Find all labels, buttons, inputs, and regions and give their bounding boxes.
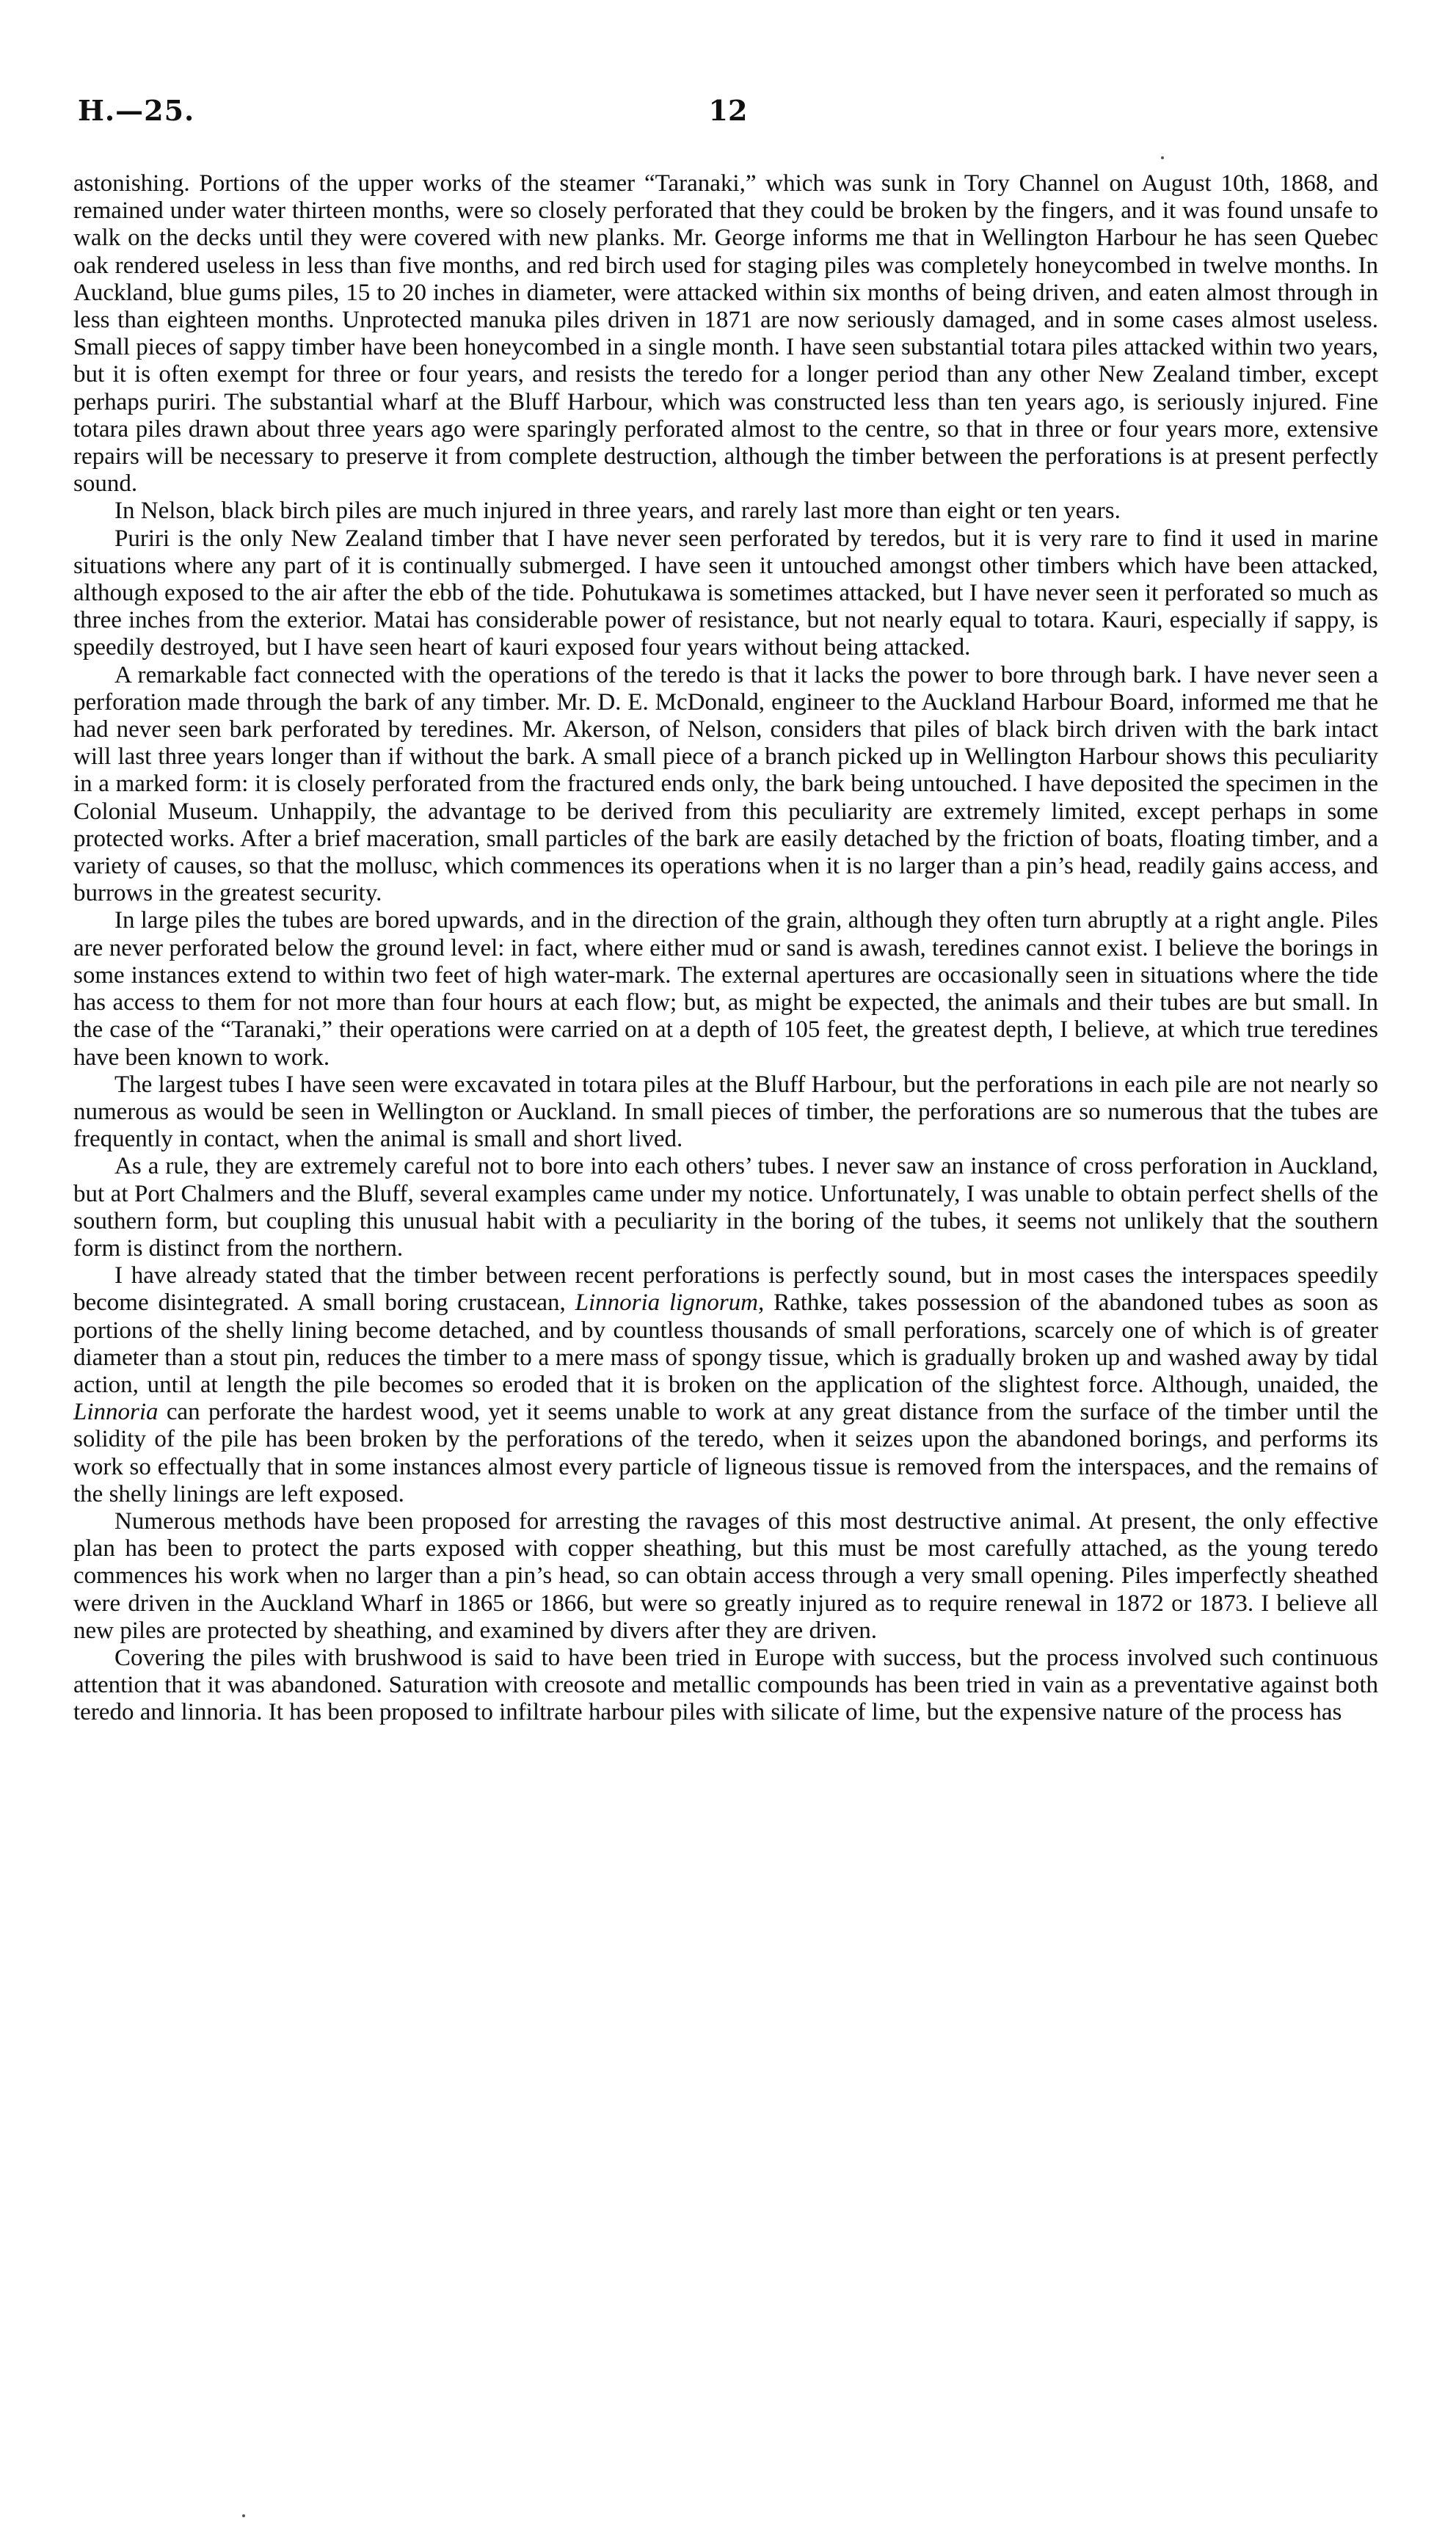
paragraph (73, 1508, 1378, 1645)
paragraph (73, 170, 1378, 498)
paragraph-text: In large piles the tubes are bored upwards, and in the direction of the grain, although they often turn abruptly at a right angle. Piles are never perforated below the ground level: in fact, where either mud or sand is awash, teredines cannot exist. I believe the borings in some instances extend to within two feet of high water-mark. The external apertures are occasionally seen in situations where the tide has access to them for not more than four hours at each flow; but, as might be expected, the animals and their tubes are but small. In the case of the “Taranaki,” their operations were carried on at a depth of 105 feet, the greatest depth, I believe, at which true teredines have been known to work. (73, 907, 1378, 1071)
paragraph-text: As a rule, they are extremely careful not to bore into each others’ tubes. I never saw an instance of cross perforation in Auckland, but at Port Chalmers and the Bluff, several examples came under my notice. Unfortunately, I was unable to obtain perfect shells of the southern form, but coupling this unusual habit with a peculiarity in the boring of the tubes, it seems not unlikely that the southern form is distinct from the northern. (73, 1153, 1378, 1262)
paragraph (73, 1071, 1378, 1154)
running-header (0, 94, 1456, 131)
body-text (73, 170, 1378, 1727)
print-speck (1161, 156, 1164, 159)
document-reference: H.—25. (78, 94, 195, 127)
paragraph-text: astonishing. Portions of the upper works of the steamer “Taranaki,” which was sunk in Tory Channel on August 10th, 1868, and remained under water thirteen months, were so closely perforated that they could be broken by the fingers, and it was found unsafe to walk on the decks until they were covered with new planks. Mr. George informs me that in Wellington Harbour he has seen Quebec oak rendered useless in less than five months, and red birch used for staging piles was completely honeycombed in twelve months. In Auckland, blue gums piles, 15 to 20 inches in diameter, were attacked within six months of being driven, and eaten almost through in less than eighteen months. Unprotected manuka piles driven in 1871 are now seriously damaged, and in some cases almost useless. Small pieces of sappy timber have been honeycombed in a single month. I have seen substantial totara piles attacked within two years, but it is often exempt for three or four years, and resists the teredo for a longer period than any other New Zealand timber, except perhaps puriri. The substantial wharf at the Bluff Harbour, which was constructed less than ten years ago, is seriously injured. Fine totara piles drawn about three years ago were sparingly perforated almost to the centre, so that in three or four years more, extensive repairs will be necessary to preserve it from complete destruction, although the timber between the perforations is at present perfectly sound. (73, 170, 1378, 498)
paragraph-text: Puriri is the only New Zealand timber that I have never seen perforated by teredos, but it is very rare to find it used in marine situations where any part of it is continually submerged. I have seen it untouched amongst other timbers which have been attacked, although exposed to the air after the ebb of the tide. Pohutukawa is sometimes attacked, but I have never seen it perforated so much as three inches from the exterior. Matai has considerable power of resistance, but not nearly equal to totara. Kauri, especially if sappy, is speedily destroyed, but I have seen heart of kauri exposed four years without being attacked. (73, 525, 1378, 661)
paragraph-text: The largest tubes I have seen were excavated in totara piles at the Bluff Harbour, but the perforations in each pile are not nearly so numerous as would be seen in Wellington or Auckland. In small pieces of timber, the perforations are so numerous that the tubes are frequently in contact, when the animal is small and short lived. (73, 1071, 1378, 1153)
paragraph-text: Rathke, takes possession of the abandoned tubes as soon as portions of the shelly lining become detached, and by countless thousands of small perforations, scarcely one of which is of greater diameter than a stout pin, reduces the timber to a mere mass of spongy tissue, which is gradually broken up and washed away by tidal action, until at length the pile becomes so eroded that it is broken on the application of the slightest force. Although, unaided, the (73, 1289, 1378, 1398)
paragraph (73, 1645, 1378, 1727)
genus-name-italic: Linnoria (73, 1399, 159, 1426)
paragraph (73, 662, 1378, 908)
paragraph (73, 1153, 1378, 1262)
paragraph-text: Covering the piles with brushwood is said to have been tried in Europe with success, but the process involved such continuous attention that it was abandoned. Saturation with creosote and metallic compounds has been tried in vain as a preventative against both teredo and linnoria. It has been proposed to infiltrate harbour piles with silicate of lime, but the expensive nature of the process has (73, 1644, 1378, 1726)
paragraph (73, 907, 1378, 1071)
species-name-italic: Linnoria lignorum, (575, 1289, 765, 1317)
paragraph-text: Numerous methods have been proposed for arresting the ravages of this most destructive animal. At present, the only effective plan has been to protect the parts exposed with copper sheathing, but this must be most carefully attached, as the young teredo commences his work when no larger than a pin’s head, so can obtain access through a very small opening. Piles imperfectly sheathed were driven in the Auckland Wharf in 1865 or 1866, but were so greatly injured as to require renewal in 1872 or 1873. I believe all new piles are protected by sheathing, and examined by divers after they are driven. (73, 1507, 1378, 1644)
paragraph-text: I have already stated that the timber between recent perforations is perfectly sound, but in most cases the interspaces speedily become disintegrated. A small boring crustacean, (73, 1262, 1378, 1317)
paragraph-text: can perforate the hardest wood, yet it seems unable to work at any great distance from the surface of the timber until the solidity of the pile has been broken by the perforations of the teredo, when it seizes upon the abandoned borings, and performs its work so effectually that in some instances almost every particle of ligneous tissue is removed from the interspaces, and the remains of the shelly linings are left exposed. (73, 1399, 1378, 1507)
paragraph-text: In Nelson, black birch piles are much injured in three years, and rarely last more than eight or ten years. (114, 498, 1121, 525)
paragraph (73, 498, 1378, 525)
print-speck (242, 2514, 245, 2517)
paragraph-text: A remarkable fact connected with the operations of the teredo is that it lacks the power to bore through bark. I have never seen a perforation made through the bark of any timber. Mr. D. E. McDonald, engineer to the Auckland Harbour Board, informed me that he had never seen bark perforated by teredines. Mr. Akerson, of Nelson, considers that piles of black birch driven with the bark intact will last three years longer than if without the bark. A small piece of a branch picked up in Wellington Harbour shows this peculiarity in a marked form: it is closely perforated from the fractured ends only, the bark being untouched. I have deposited the specimen in the Colonial Museum. Unhappily, the advantage to be derived from this peculiarity are extremely limited, except perhaps in some protected works. After a brief maceration, small particles of the bark are easily detached by the friction of boats, floating timber, and a variety of causes, so that the mollusc, which commences its operations when it is no larger than a pin’s head, readily gains access, and burrows in the greatest security. (73, 661, 1378, 907)
paragraph (73, 525, 1378, 662)
paragraph (73, 1262, 1378, 1508)
page-number: 12 (708, 94, 748, 127)
